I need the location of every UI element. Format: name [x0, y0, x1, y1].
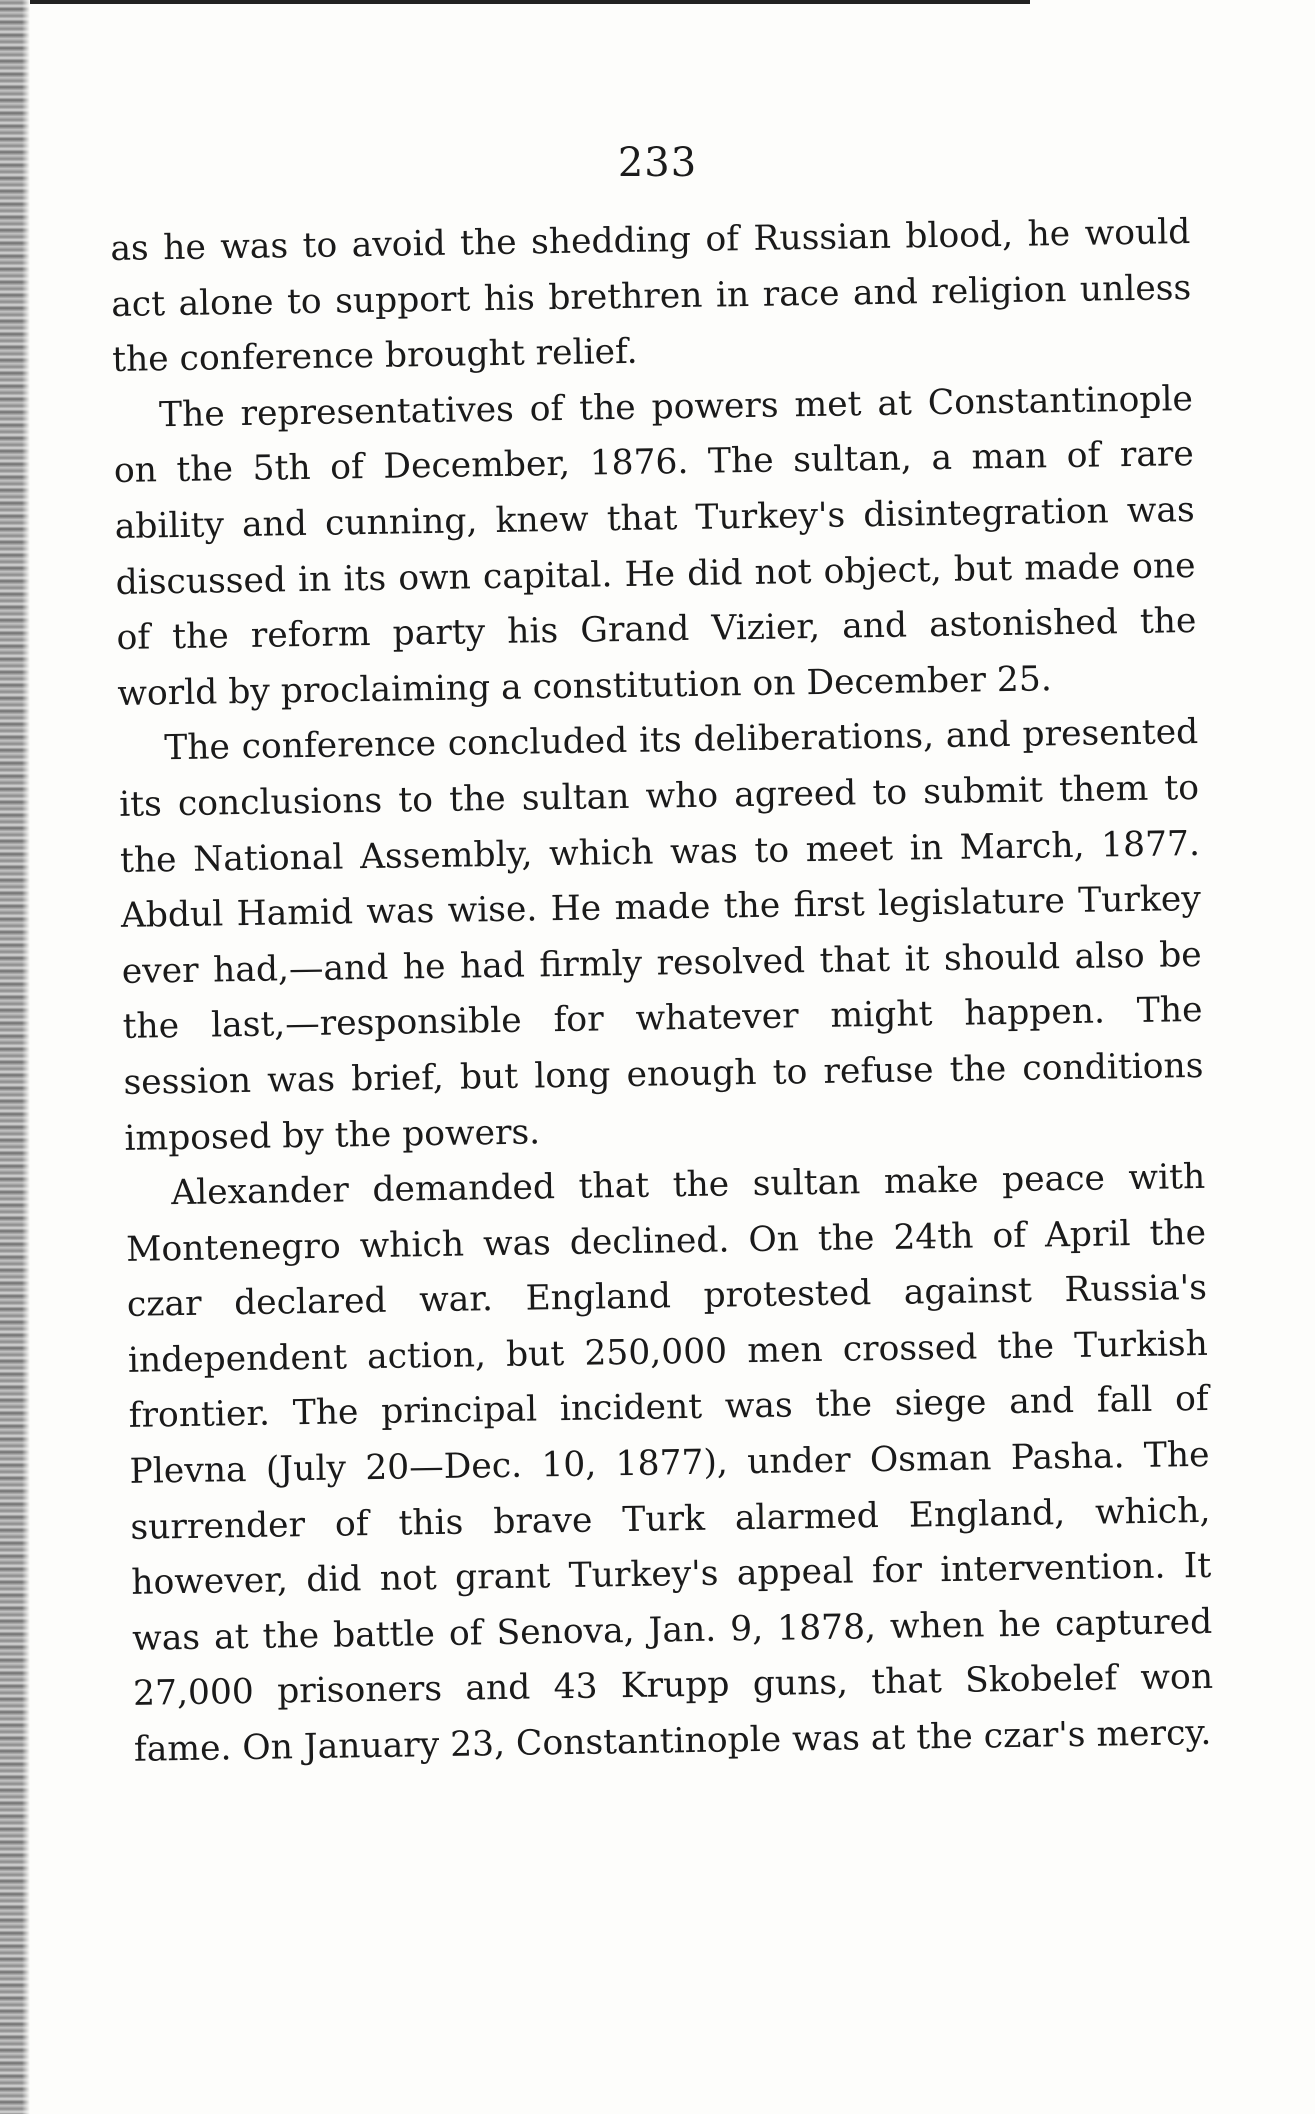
- paragraph: The conference concluded its deliberations, and presented its conclusions to the sultan who agreed to submit them to the National Assembly, which was to meet in March, 1877. Abdul Hamid was wise. He made the first legislature Turkey ever had,—and he had firmly resolved that it should also be the last,—responsible for whatever might happen. The session was brief, but long enough to refuse the conditions imposed by the powers.: [118, 712, 1204, 1159]
- paragraph: The representatives of the powers met at Constantinople on the 5th of December, 1876. The sultan, a man of rare ability and cunning, knew that Turkey's disintegration was discussed in its own capital. He did not object, but made one of the reform party his Grand Vizier, and astonished the world by proclaiming a constitution on December 25.: [113, 378, 1197, 714]
- page-number: 233: [617, 140, 698, 186]
- binding-edge: [0, 0, 30, 2114]
- paragraph-continued: as he was to avoid the shedding of Russian blood, he would act alone to support his brethren in race and religion unless the conference brought relief.: [110, 212, 1192, 381]
- top-edge-rule: [30, 0, 1030, 4]
- body-text: [110, 205, 1214, 1778]
- paragraph: Alexander demanded that the sultan make peace with Montenegro which was declined. On the 24th of April the czar declared war. England protested against Russia's independent action, but 250,000 men crossed the Turkish frontier. The principal incident was the siege and fall of Plevna (July 20—Dec. 10, 1877), under Osman Pasha. The surrender of this brave Turk alarmed England, which, however, did not grant Turkey's appeal for intervention. It was at the battle of Senova, Jan. 9, 1878, when he captured 27,000 prisoners and 43 Krupp guns, that Skobelef won fame. On January 23, Constantinople was at the czar's mercy.: [125, 1157, 1214, 1770]
